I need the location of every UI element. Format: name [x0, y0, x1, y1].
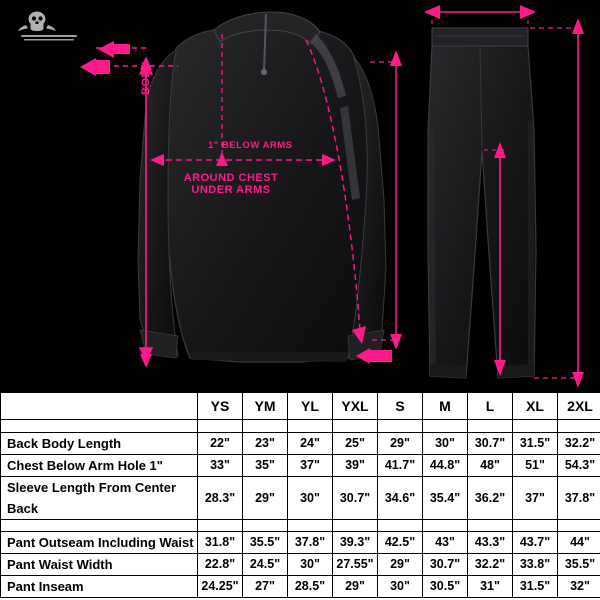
size-chart-table-wrap	[0, 392, 600, 600]
cell: 31.5"	[513, 576, 558, 598]
blank-cell	[198, 420, 243, 433]
cell: 32"	[558, 576, 600, 598]
blank-cell	[468, 420, 513, 433]
cell: 35"	[243, 455, 288, 477]
size-header-m: M	[423, 393, 468, 420]
cell: 54.3"	[558, 455, 600, 477]
spacer-label	[1, 520, 198, 532]
label-around-chest-line2: UNDER ARMS	[191, 184, 271, 196]
label-below-arms: 1" BELOW ARMS	[208, 140, 293, 151]
cell: 32.2"	[558, 433, 600, 455]
cell: 35.5"	[243, 532, 288, 554]
cell: 37.8"	[288, 532, 333, 554]
cell: 33"	[198, 455, 243, 477]
size-header-xl: XL	[513, 393, 558, 420]
cell: 43.7"	[513, 532, 558, 554]
blank-cell	[378, 420, 423, 433]
cell: 29"	[378, 554, 423, 576]
cell: 28.3"	[198, 477, 243, 520]
cell: 22"	[198, 433, 243, 455]
cell: 25"	[333, 433, 378, 455]
cell: 30.5"	[423, 576, 468, 598]
cell: 30"	[288, 554, 333, 576]
table-row	[1, 477, 600, 520]
blank-cell	[288, 420, 333, 433]
cell: 33.8"	[513, 554, 558, 576]
cell: 30.7"	[423, 554, 468, 576]
cell: 37"	[513, 477, 558, 520]
table-row	[1, 532, 600, 554]
cell: 43"	[423, 532, 468, 554]
cell: 37"	[288, 455, 333, 477]
blank-cell	[513, 420, 558, 433]
spacer-cell	[468, 520, 513, 532]
size-header-ym: YM	[243, 393, 288, 420]
table-blank-row	[1, 420, 600, 433]
label-around-chest	[176, 172, 286, 196]
cell: 31.8"	[198, 532, 243, 554]
blank-cell	[333, 420, 378, 433]
size-header-2xl: 2XL	[558, 393, 600, 420]
blank-cell	[558, 420, 600, 433]
blank-cell	[423, 420, 468, 433]
spacer-cell	[513, 520, 558, 532]
row-label-back-body-length: Back Body Length	[1, 433, 198, 455]
size-header-ys: YS	[198, 393, 243, 420]
cell: 44"	[558, 532, 600, 554]
pants-graphic	[428, 28, 536, 378]
cell: 44.8"	[423, 455, 468, 477]
cell: 41.7"	[378, 455, 423, 477]
cell: 24.25"	[198, 576, 243, 598]
label-body: BODY	[140, 61, 152, 95]
cell: 30.7"	[468, 433, 513, 455]
cell: 31.5"	[513, 433, 558, 455]
spacer-cell	[558, 520, 600, 532]
cell: 39"	[333, 455, 378, 477]
row-label-sleeve-length: Sleeve Length From Center Back	[1, 477, 198, 520]
cell: 29"	[378, 433, 423, 455]
table-spacer-row	[1, 520, 600, 532]
blank-cell	[243, 420, 288, 433]
cell: 24.5"	[243, 554, 288, 576]
cell: 42.5"	[378, 532, 423, 554]
cell: 29"	[333, 576, 378, 598]
label-around-chest-line1: AROUND CHEST	[183, 172, 279, 184]
cell: 27.55"	[333, 554, 378, 576]
row-label-pant-inseam: Pant Inseam	[1, 576, 198, 598]
cell: 35.5"	[558, 554, 600, 576]
table-row	[1, 576, 600, 598]
size-chart-table	[0, 392, 600, 598]
row-label-chest-below-arm-hole: Chest Below Arm Hole 1"	[1, 455, 198, 477]
spacer-cell	[198, 520, 243, 532]
cell: 30.7"	[333, 477, 378, 520]
cell: 27"	[243, 576, 288, 598]
cell: 37.8"	[558, 477, 600, 520]
table-row	[1, 433, 600, 455]
cell: 51"	[513, 455, 558, 477]
cell: 35.4"	[423, 477, 468, 520]
table-row	[1, 455, 600, 477]
row-label-pant-waist-width: Pant Waist Width	[1, 554, 198, 576]
cell: 30"	[288, 477, 333, 520]
cell: 34.6"	[378, 477, 423, 520]
cell: 36.2"	[468, 477, 513, 520]
size-header-s: S	[378, 393, 423, 420]
size-header-yxl: YXL	[333, 393, 378, 420]
size-header-l: L	[468, 393, 513, 420]
row-label-pant-outseam: Pant Outseam Including Waist	[1, 532, 198, 554]
size-header-yl: YL	[288, 393, 333, 420]
spacer-cell	[378, 520, 423, 532]
cell: 28.5"	[288, 576, 333, 598]
cell: 39.3"	[333, 532, 378, 554]
cell: 48"	[468, 455, 513, 477]
table-row	[1, 554, 600, 576]
cell: 24"	[288, 433, 333, 455]
spacer-cell	[423, 520, 468, 532]
cell: 29"	[243, 477, 288, 520]
cell: 32.2"	[468, 554, 513, 576]
spacer-cell	[243, 520, 288, 532]
table-corner-cell	[1, 393, 198, 420]
cell: 22.8"	[198, 554, 243, 576]
cell: 30"	[423, 433, 468, 455]
blank-label	[1, 420, 198, 433]
table-header-row	[1, 393, 600, 420]
spacer-cell	[288, 520, 333, 532]
cell: 43.3"	[468, 532, 513, 554]
cell: 30"	[378, 576, 423, 598]
cell: 31"	[468, 576, 513, 598]
cell: 23"	[243, 433, 288, 455]
spacer-cell	[333, 520, 378, 532]
